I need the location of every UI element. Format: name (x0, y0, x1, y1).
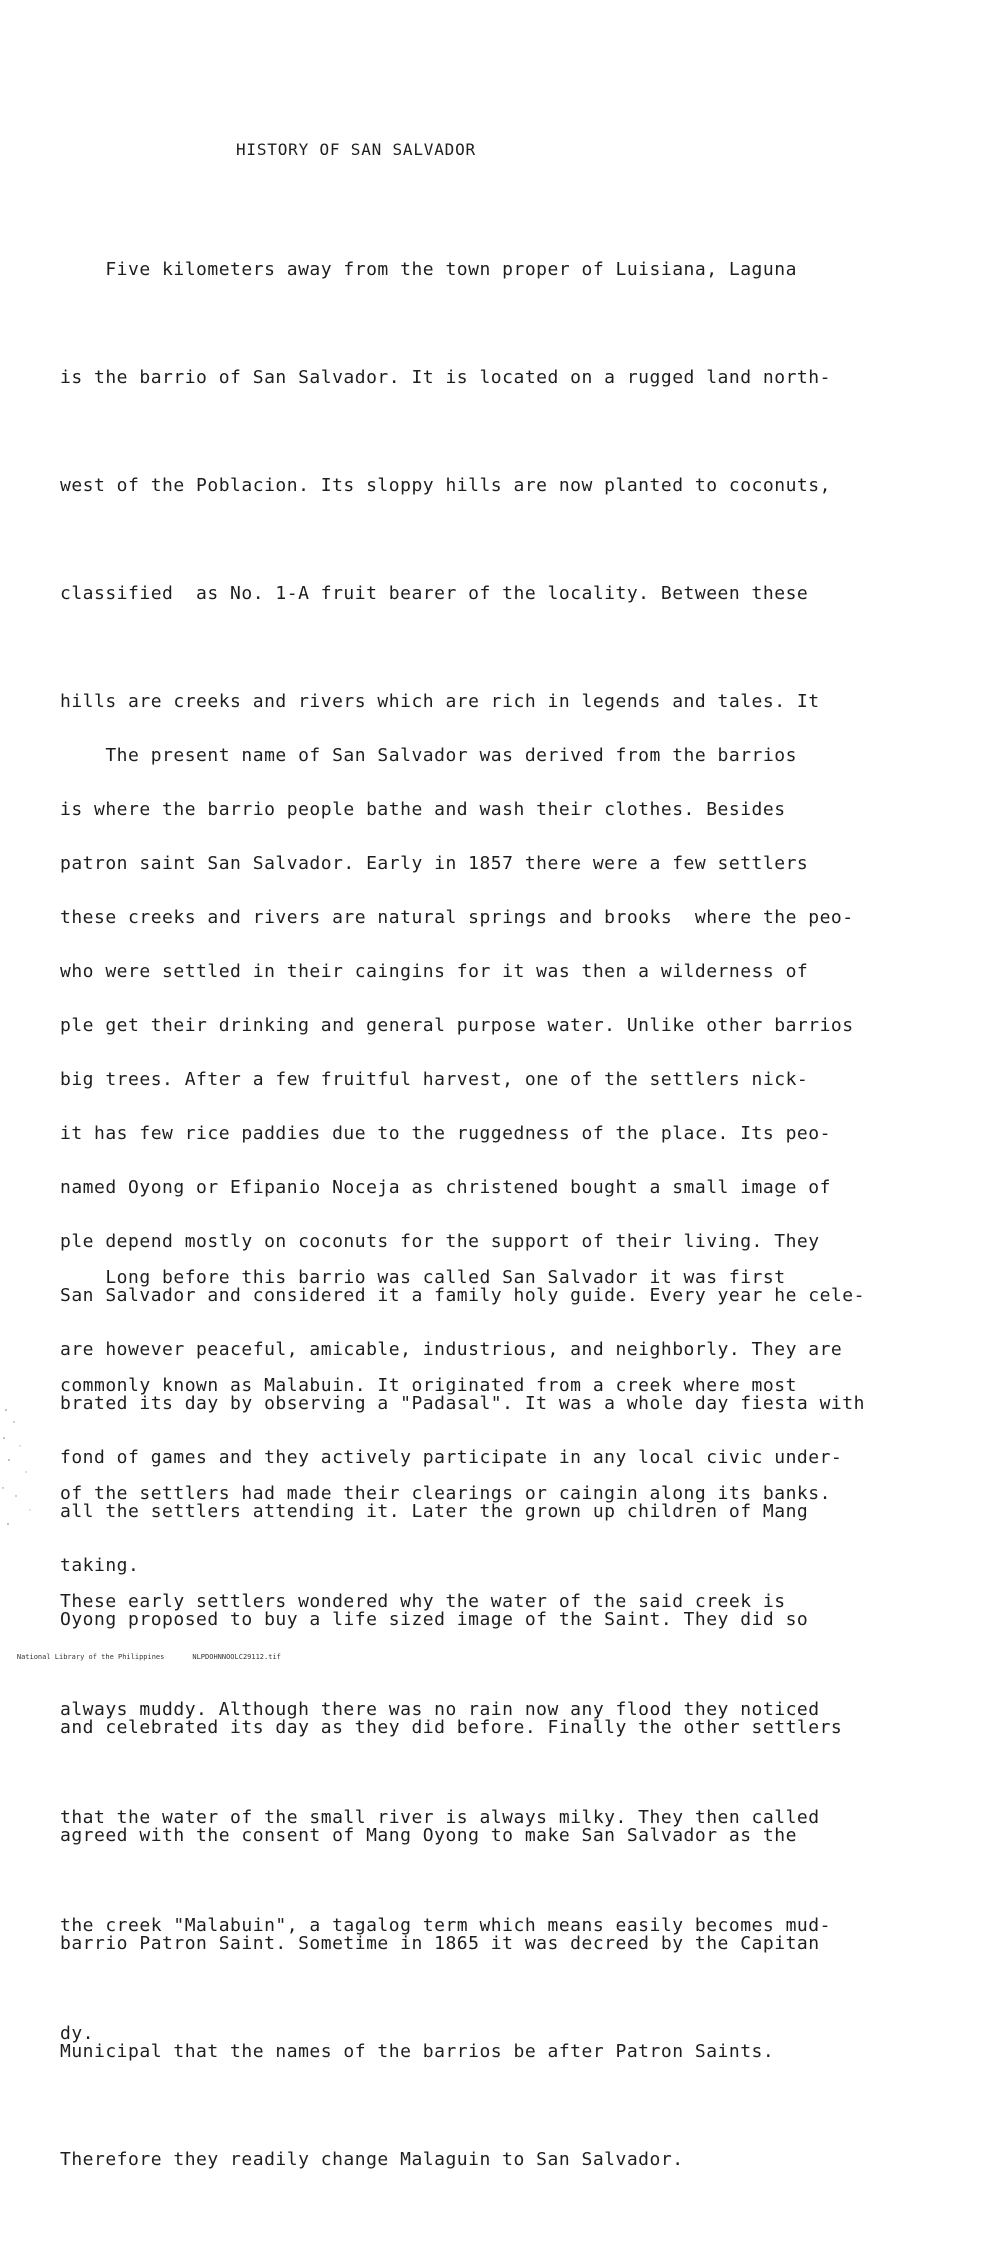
text-line: all the settlers attending it. Later the grown up children of Mang (60, 1501, 809, 1522)
text-line: San Salvador and considered it a family holy guide. Every year he cele- (60, 1285, 865, 1306)
text-line: Five kilometers away from the town proper of Luisiana, Laguna (60, 259, 797, 280)
text-line: are however peaceful, amicable, industrious, and neighborly. They are (60, 1339, 843, 1360)
text-line: These early settlers wondered why the water of the said creek is (60, 1591, 786, 1612)
text-line: and celebrated its day as they did before. Finally the other settlers (60, 1717, 843, 1738)
text-line: barrio Patron Saint. Sometime in 1865 it was decreed by the Capitan (60, 1933, 820, 1954)
scan-specks (0, 1400, 40, 1540)
library-label: National Library of the Philippines (16, 1653, 165, 1661)
text-line: is where the barrio people bathe and wash their clothes. Besides (60, 799, 786, 820)
text-line: The present name of San Salvador was derived from the barrios (60, 745, 797, 766)
text-line: commonly known as Malabuin. It originated from a creek where most (60, 1375, 797, 1396)
text-line: agreed with the consent of Mang Oyong to make San Salvador as the (60, 1825, 797, 1846)
text-line: patron saint San Salvador. Early in 1857 there were a few settlers (60, 853, 809, 874)
file-label: NLPDOHNNOOLC29112.tif (192, 1653, 281, 1661)
text-line: classified as No. 1-A fruit bearer of the locality. Between these (60, 583, 809, 604)
text-line: Therefore they readily change Malaguin to San Salvador. (60, 2149, 684, 2170)
text-line: dy. (60, 2023, 95, 2044)
text-line: always muddy. Although there was no rain now any flood they noticed (60, 1699, 820, 1720)
text-line: west of the Poblacion. Its sloppy hills are now planted to coconuts, (60, 475, 831, 496)
text-line: who were settled in their caingins for it was then a wilderness of (60, 961, 809, 982)
text-line: that the water of the small river is always milky. They then called (60, 1807, 820, 1828)
text-line: Municipal that the names of the barrios be after Patron Saints. (60, 2041, 775, 2062)
text-line: it has few rice paddies due to the ruggedness of the place. Its peo- (60, 1123, 831, 1144)
text-line: hills are creeks and rivers which are rich in legends and tales. It (60, 691, 820, 712)
text-line: named Oyong or Efipanio Noceja as christened bought a small image of (60, 1177, 831, 1198)
text-line: the creek "Malabuin", a tagalog term which means easily becomes mud- (60, 1915, 831, 1936)
text-line: big trees. After a few fruitful harvest, one of the settlers nick- (60, 1069, 809, 1090)
text-line: Long before this barrio was called San Salvador it was first (60, 1267, 786, 1288)
text-line: ple get their drinking and general purpose water. Unlike other barrios (60, 1015, 854, 1036)
text-line: ple depend mostly on coconuts for the support of their living. They (60, 1231, 820, 1252)
text-line: fond of games and they actively participate in any local civic under- (60, 1447, 843, 1468)
text-line: is the barrio of San Salvador. It is located on a rugged land north- (60, 367, 831, 388)
text-line: brated its day by observing a "Padasal". It was a whole day fiesta with (60, 1393, 865, 1414)
document-title: HISTORY OF SAN SALVADOR (236, 140, 476, 159)
text-line: Oyong proposed to buy a life sized image of the Saint. They did so (60, 1609, 809, 1630)
text-line: taking. (60, 1555, 140, 1576)
scan-footer (0, 1642, 309, 1672)
text-line: these creeks and rivers are natural springs and brooks where the peo- (60, 907, 854, 928)
text-line: of the settlers had made their clearings or caingin along its banks. (60, 1483, 831, 1504)
